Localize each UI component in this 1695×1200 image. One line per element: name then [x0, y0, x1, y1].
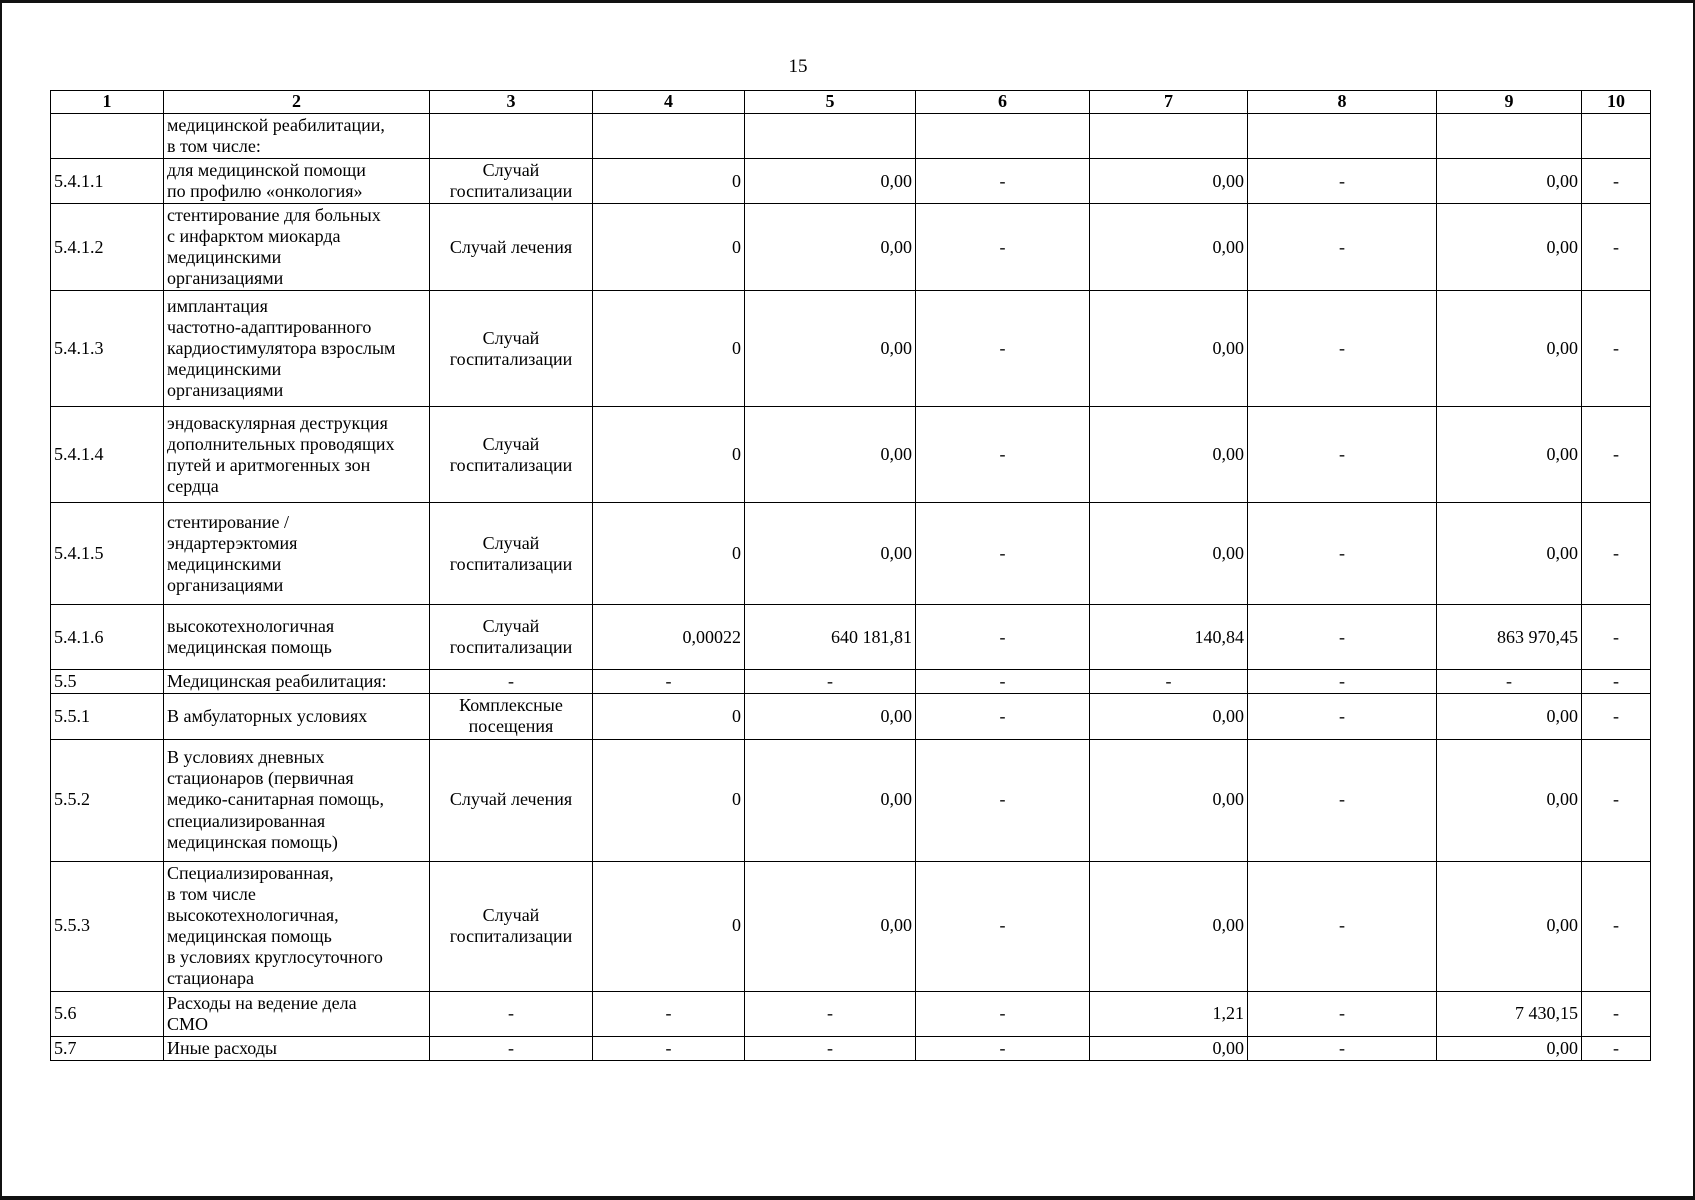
cell-unit: Случай госпитализации — [430, 159, 593, 204]
cell-col5: - — [745, 991, 916, 1036]
cell-col8: - — [1248, 670, 1437, 694]
cell-col7: 0,00 — [1090, 1036, 1248, 1060]
cell-col7: 0,00 — [1090, 204, 1248, 291]
header-cell: 6 — [916, 91, 1090, 114]
cell-col9: 0,00 — [1437, 1036, 1582, 1060]
cell-col5 — [745, 114, 916, 159]
cell-col10: - — [1582, 670, 1651, 694]
header-row — [51, 91, 1651, 114]
cell-col7: 0,00 — [1090, 159, 1248, 204]
table-row — [51, 159, 1651, 204]
cell-unit: Случай госпитализации — [430, 861, 593, 991]
cell-code: 5.4.1.4 — [51, 407, 164, 503]
cell-col8: - — [1248, 605, 1437, 670]
cell-unit: Случай лечения — [430, 204, 593, 291]
cell-col9: 0,00 — [1437, 159, 1582, 204]
cell-col6: - — [916, 670, 1090, 694]
cell-col7: 1,21 — [1090, 991, 1248, 1036]
cell-col6: - — [916, 204, 1090, 291]
cell-col9: 0,00 — [1437, 204, 1582, 291]
cell-col9 — [1437, 114, 1582, 159]
cell-name: Расходы на ведение дела СМО — [164, 991, 430, 1036]
cell-code: 5.4.1.5 — [51, 503, 164, 605]
cell-col10: - — [1582, 861, 1651, 991]
cell-col8: - — [1248, 291, 1437, 407]
cell-code: 5.4.1.1 — [51, 159, 164, 204]
cell-unit: - — [430, 670, 593, 694]
table-row — [51, 114, 1651, 159]
table-row — [51, 739, 1651, 861]
cell-unit: Комплексные посещения — [430, 694, 593, 739]
cell-col7 — [1090, 114, 1248, 159]
cell-col8: - — [1248, 991, 1437, 1036]
cell-col6: - — [916, 503, 1090, 605]
cell-col5: 0,00 — [745, 407, 916, 503]
cell-col6: - — [916, 407, 1090, 503]
cell-code: 5.7 — [51, 1036, 164, 1060]
cell-col4: - — [593, 991, 745, 1036]
cell-col7: 0,00 — [1090, 291, 1248, 407]
cell-name: высокотехнологичная медицинская помощь — [164, 605, 430, 670]
cell-col7: 0,00 — [1090, 739, 1248, 861]
cell-code: 5.5 — [51, 670, 164, 694]
cell-col9: 863 970,45 — [1437, 605, 1582, 670]
cell-col9: 0,00 — [1437, 861, 1582, 991]
header-cell: 3 — [430, 91, 593, 114]
cell-col10: - — [1582, 503, 1651, 605]
table-row — [51, 861, 1651, 991]
data-table — [50, 90, 1651, 1061]
cell-col4 — [593, 114, 745, 159]
cell-col5: 0,00 — [745, 291, 916, 407]
cell-col7: 0,00 — [1090, 503, 1248, 605]
cell-col7: 0,00 — [1090, 407, 1248, 503]
cell-name: для медицинской помощи по профилю «онкология» — [164, 159, 430, 204]
cell-col10: - — [1582, 991, 1651, 1036]
cell-col4: 0 — [593, 739, 745, 861]
table-row — [51, 670, 1651, 694]
cell-col4: 0 — [593, 861, 745, 991]
cell-unit: Случай лечения — [430, 739, 593, 861]
cell-col4: 0 — [593, 503, 745, 605]
cell-col6 — [916, 114, 1090, 159]
cell-col10: - — [1582, 605, 1651, 670]
cell-unit: Случай госпитализации — [430, 605, 593, 670]
cell-col7: 140,84 — [1090, 605, 1248, 670]
table-row — [51, 694, 1651, 739]
header-cell: 8 — [1248, 91, 1437, 114]
cell-col9: 0,00 — [1437, 739, 1582, 861]
cell-col9: 0,00 — [1437, 694, 1582, 739]
cell-col6: - — [916, 1036, 1090, 1060]
cell-unit: Случай госпитализации — [430, 291, 593, 407]
cell-col7: 0,00 — [1090, 694, 1248, 739]
cell-col7: - — [1090, 670, 1248, 694]
page-number: 15 — [788, 56, 808, 77]
cell-col5: 0,00 — [745, 739, 916, 861]
cell-col8: - — [1248, 739, 1437, 861]
cell-col5: 0,00 — [745, 503, 916, 605]
cell-col7: 0,00 — [1090, 861, 1248, 991]
cell-col5: 0,00 — [745, 861, 916, 991]
cell-col8: - — [1248, 694, 1437, 739]
cell-col6: - — [916, 605, 1090, 670]
cell-col8: - — [1248, 159, 1437, 204]
cell-col8 — [1248, 114, 1437, 159]
header-cell: 7 — [1090, 91, 1248, 114]
cell-code: 5.5.3 — [51, 861, 164, 991]
cell-name: медицинской реабилитации, в том числе: — [164, 114, 430, 159]
cell-col6: - — [916, 694, 1090, 739]
cell-name: Иные расходы — [164, 1036, 430, 1060]
cell-col4: 0 — [593, 694, 745, 739]
cell-unit: Случай госпитализации — [430, 503, 593, 605]
cell-col5: 0,00 — [745, 694, 916, 739]
cell-col5: - — [745, 1036, 916, 1060]
cell-col4: 0 — [593, 204, 745, 291]
cell-code: 5.5.2 — [51, 739, 164, 861]
cell-col6: - — [916, 739, 1090, 861]
cell-col10: - — [1582, 159, 1651, 204]
cell-col6: - — [916, 159, 1090, 204]
cell-unit — [430, 114, 593, 159]
header-cell: 9 — [1437, 91, 1582, 114]
cell-col10: - — [1582, 291, 1651, 407]
table-row — [51, 1036, 1651, 1060]
table-row — [51, 204, 1651, 291]
scan-left-border — [0, 0, 2, 1200]
cell-name: Медицинская реабилитация: — [164, 670, 430, 694]
cell-name: эндоваскулярная деструкция дополнительных проводящих путей и аритмогенных зон сердца — [164, 407, 430, 503]
cell-col4: 0 — [593, 291, 745, 407]
cell-name: В амбулаторных условиях — [164, 694, 430, 739]
cell-col9: 0,00 — [1437, 407, 1582, 503]
cell-code: 5.5.1 — [51, 694, 164, 739]
cell-col5: 640 181,81 — [745, 605, 916, 670]
cell-code: 5.6 — [51, 991, 164, 1036]
cell-unit: - — [430, 1036, 593, 1060]
cell-col9: - — [1437, 670, 1582, 694]
table-row — [51, 503, 1651, 605]
cell-col10: - — [1582, 204, 1651, 291]
cell-col8: - — [1248, 204, 1437, 291]
table-row — [51, 291, 1651, 407]
cell-col4: - — [593, 1036, 745, 1060]
cell-col9: 0,00 — [1437, 291, 1582, 407]
cell-col4: 0 — [593, 159, 745, 204]
cell-name: стентирование / эндартерэктомия медицинскими организациями — [164, 503, 430, 605]
cell-col8: - — [1248, 861, 1437, 991]
cell-col6: - — [916, 861, 1090, 991]
table-row — [51, 991, 1651, 1036]
cell-unit: Случай госпитализации — [430, 407, 593, 503]
cell-col6: - — [916, 291, 1090, 407]
cell-col8: - — [1248, 503, 1437, 605]
cell-name: имплантация частотно-адаптированного кардиостимулятора взрослым медицинскими организациями — [164, 291, 430, 407]
header-cell: 10 — [1582, 91, 1651, 114]
header-cell: 1 — [51, 91, 164, 114]
cell-col10 — [1582, 114, 1651, 159]
cell-col10: - — [1582, 739, 1651, 861]
table-row — [51, 605, 1651, 670]
header-cell: 4 — [593, 91, 745, 114]
cell-col10: - — [1582, 694, 1651, 739]
table-body — [51, 114, 1651, 1061]
cell-col4: 0,00022 — [593, 605, 745, 670]
cell-code: 5.4.1.3 — [51, 291, 164, 407]
cell-col9: 0,00 — [1437, 503, 1582, 605]
cell-name: В условиях дневных стационаров (первичная медико-санитарная помощь, специализированная медицинская помощь) — [164, 739, 430, 861]
cell-col9: 7 430,15 — [1437, 991, 1582, 1036]
cell-col4: - — [593, 670, 745, 694]
cell-col5: - — [745, 670, 916, 694]
header-cell: 5 — [745, 91, 916, 114]
cell-unit: - — [430, 991, 593, 1036]
header-cell: 2 — [164, 91, 430, 114]
scan-top-border — [0, 0, 1695, 3]
cell-code: 5.4.1.2 — [51, 204, 164, 291]
cell-col10: - — [1582, 407, 1651, 503]
cell-col6: - — [916, 991, 1090, 1036]
cell-name: Специализированная, в том числе высокотехнологичная, медицинская помощь в условиях круглосуточного стационара — [164, 861, 430, 991]
cell-col10: - — [1582, 1036, 1651, 1060]
scan-bottom-border — [0, 1196, 1695, 1200]
cell-col8: - — [1248, 1036, 1437, 1060]
cell-code — [51, 114, 164, 159]
cell-col8: - — [1248, 407, 1437, 503]
cell-col5: 0,00 — [745, 159, 916, 204]
table-row — [51, 407, 1651, 503]
cell-code: 5.4.1.6 — [51, 605, 164, 670]
cell-col5: 0,00 — [745, 204, 916, 291]
cell-name: стентирование для больных с инфарктом миокарда медицинскими организациями — [164, 204, 430, 291]
cell-col4: 0 — [593, 407, 745, 503]
